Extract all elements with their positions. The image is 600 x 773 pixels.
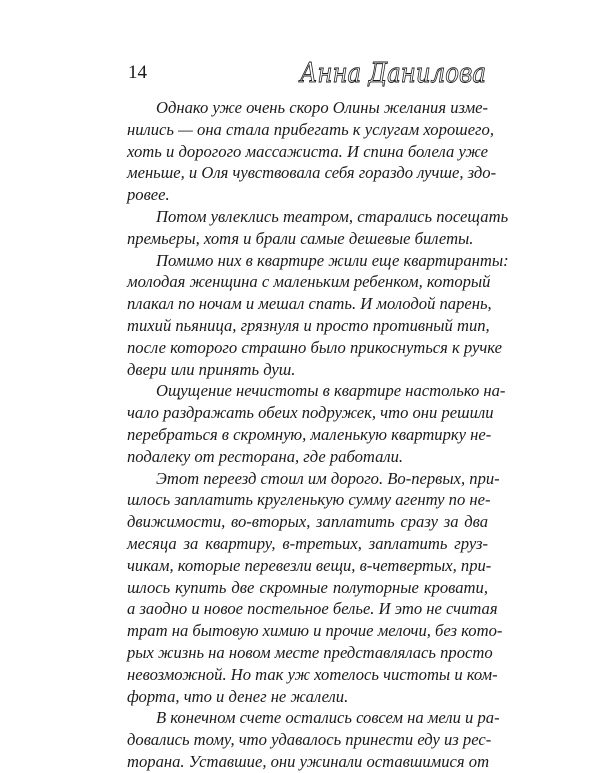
text-line: невозможной. Но так уж хотелось чистоты и ком-: [127, 664, 498, 684]
text-line: месяца за квартиру, в-третьих, заплатить груз-: [127, 533, 488, 553]
text-line: молодая женщина с маленьким ребенком, который: [127, 272, 491, 292]
text-line: хоть и дорогого массажиста. И спина болела уже: [127, 141, 488, 161]
text-line: шлось заплатить кругленькую сумму агенту по не-: [127, 490, 491, 510]
text-line: ровее.: [127, 185, 170, 205]
text-line: тихий пьяница, грязнуля и просто противный тип,: [127, 315, 490, 335]
text-line: движимости, во-вторых, заплатить сразу за два: [127, 512, 488, 532]
author-signature-header: [298, 52, 488, 92]
text-line: меньше, и Оля чувствовала себя гораздо лучше, здо-: [127, 163, 497, 183]
text-line: шлось купить две скромные полуторные кровати,: [127, 577, 488, 597]
page-number: 14: [128, 62, 147, 83]
text-line: довались тому, что удавалось принести еду из рес-: [127, 730, 492, 750]
text-line: Этот переезд стоил им дорого. Во-первых, при-: [156, 468, 500, 488]
text-line: двери или принять душ.: [127, 359, 296, 379]
text-line: Потом увлеклись театром, старались посещать: [156, 206, 509, 226]
author-name: Анна Данилова: [298, 58, 486, 89]
text-line: В конечном счете остались совсем на мели и ра-: [156, 708, 500, 728]
text-line: подалеку от ресторана, где работали.: [127, 446, 404, 466]
text-line: Помимо них в квартире жили еще квартиранты:: [156, 250, 509, 270]
text-line: плакал по ночам и мешал спать. И молодой парень,: [127, 294, 492, 314]
text-line: форта, что и денег не жалели.: [127, 686, 349, 706]
text-line: нились — она стала прибегать к услугам хорошего,: [127, 119, 494, 139]
text-line: а заодно и новое постельное белье. И это не считая: [127, 599, 498, 619]
text-line: рых жизнь на новом месте представлялась просто: [127, 642, 493, 662]
author-signature-svg: [298, 52, 488, 92]
text-line: Однако уже очень скоро Олины желания изме-: [156, 98, 489, 117]
text-line: премьеры, хотя и брали самые дешевые билеты.: [127, 228, 474, 248]
text-line: Ощущение нечистоты в квартире настолько на-: [156, 381, 506, 401]
text-line: чало раздражать обеих подружек, что они решили: [127, 403, 494, 423]
text-line: после которого страшно было прикоснуться к ручке: [127, 337, 502, 357]
body-text: [127, 97, 509, 773]
text-line: трат на бытовую химию и прочие мелочи, без кото-: [127, 621, 503, 641]
text-line: чикам, которые перевезли вещи, в-четвертых, при-: [127, 555, 492, 575]
text-line: перебраться в скромную, маленькую квартирку не-: [127, 424, 492, 444]
text-line: торана. Уставшие, они ужинали оставшимися от: [127, 751, 490, 771]
